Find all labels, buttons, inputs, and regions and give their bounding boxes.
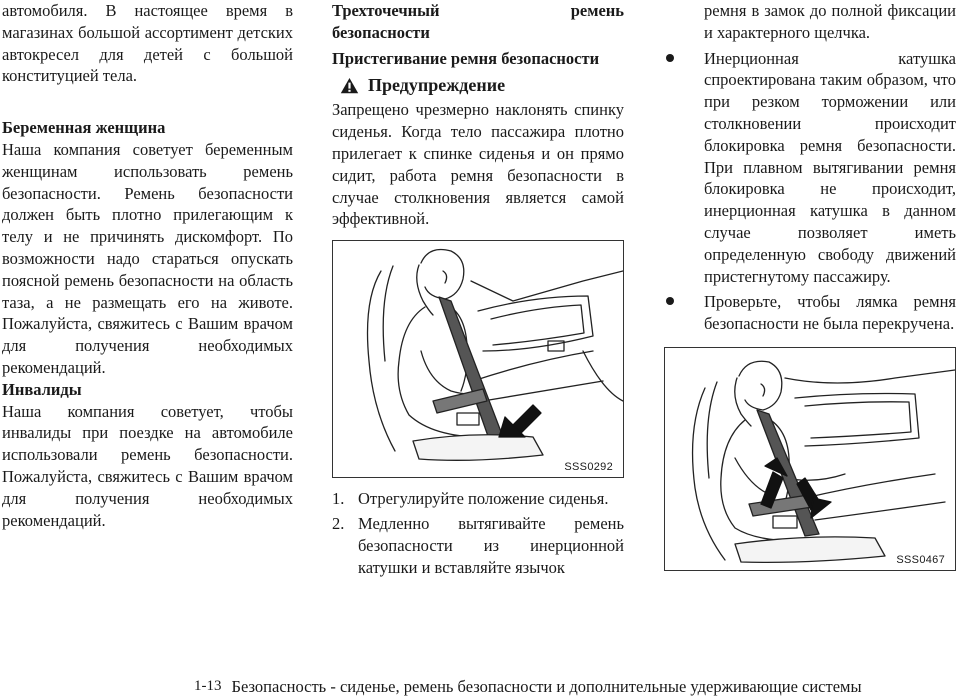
footer-section-title: Безопасность - сиденье, ремень безопасности и дополнительные удерживающие системы <box>231 677 862 696</box>
continuation-paragraph: ремня в замок до полной фиксации и характерного щелчка. <box>704 1 956 42</box>
seat-belt-illustration <box>333 241 623 477</box>
page-number: 1-13 <box>194 678 222 694</box>
subheading: Пристегивание ремня безопасности <box>332 48 600 68</box>
figure-seat-adjust <box>332 240 624 478</box>
disabled-heading: Инвалиды <box>2 379 82 399</box>
bullet-text: Инерционная катушка спроектирована таким образом, что при резком торможении или столкновении происходит блокировка ремня безопасности. При плавном вытягивании ремня блокировка не происходит, инерционная катушка в данном случае позволяет иметь определенную свободу движений пристегнутому пассажиру. <box>704 48 956 286</box>
bullet-list <box>664 48 956 335</box>
section-title-line2: безопасности <box>332 22 430 42</box>
step-text: Отрегулируйте положение сиденья. <box>358 489 609 509</box>
warning-triangle-icon <box>340 77 359 94</box>
warning-box <box>340 73 624 97</box>
steps-list <box>332 488 624 578</box>
section-title-word2: ремень <box>570 1 624 20</box>
page-footer <box>194 676 956 697</box>
step-item-1 <box>332 488 624 510</box>
intro-paragraph: автомобиля. В настоящее время в магазинах большой ассортимент детских автокресел для детей с большой конституцией тела. <box>2 1 293 86</box>
step-item-2 <box>332 513 624 578</box>
figure-code: SSS0292 <box>564 461 613 474</box>
bullet-dot <box>664 291 704 335</box>
step-text: Медленно вытягивайте ремень безопасности из инерционной катушки и вставляйте язычок <box>358 513 624 577</box>
column-left <box>2 0 293 531</box>
section-title-word1: Трехточечный <box>332 1 440 20</box>
figure-belt-tension <box>664 347 956 571</box>
column-right <box>664 0 956 571</box>
bullet-item-1 <box>664 48 956 288</box>
seat-belt-illustration <box>665 348 955 570</box>
bullet-dot <box>664 48 704 288</box>
bullet-text: Проверьте, чтобы лямка ремня безопасности не была перекручена. <box>704 292 956 334</box>
disabled-paragraph: Наша компания советует, чтобы инвалиды при поездке на автомобиле использовали ремень безопасности. Пожалуйста, свяжитесь с Вашим врачом для получения необходимых рекомендаций. <box>2 401 293 530</box>
warning-text: Запрещено чрезмерно наклонять спинку сиденья. Когда тело пассажира плотно прилегает к спинке сиденья и он прямо сидит, работа ремня безопасности в случае столкновения является самой эффективной. <box>332 100 624 229</box>
pregnant-paragraph: Наша компания советует беременным женщинам использовать ремень безопасности. Ремень безопасности должен быть плотно прилегающим к телу и не причинять дискомфорт. По возможности надо стараться опускать поясной ремень безопасности на область таза, а не размещать его на животе. Пожалуйста, свяжитесь с Вашим врачом для получения необходимых рекомендаций. <box>2 139 293 377</box>
figure-code: SSS0467 <box>896 553 945 566</box>
column-middle <box>332 0 624 578</box>
section-title <box>332 0 624 22</box>
bullet-item-2 <box>664 291 956 335</box>
step-number: 2. <box>332 513 345 533</box>
pregnant-heading: Беременная женщина <box>2 118 166 138</box>
step-number: 1. <box>332 489 345 509</box>
warning-label: Предупреждение <box>368 75 506 96</box>
